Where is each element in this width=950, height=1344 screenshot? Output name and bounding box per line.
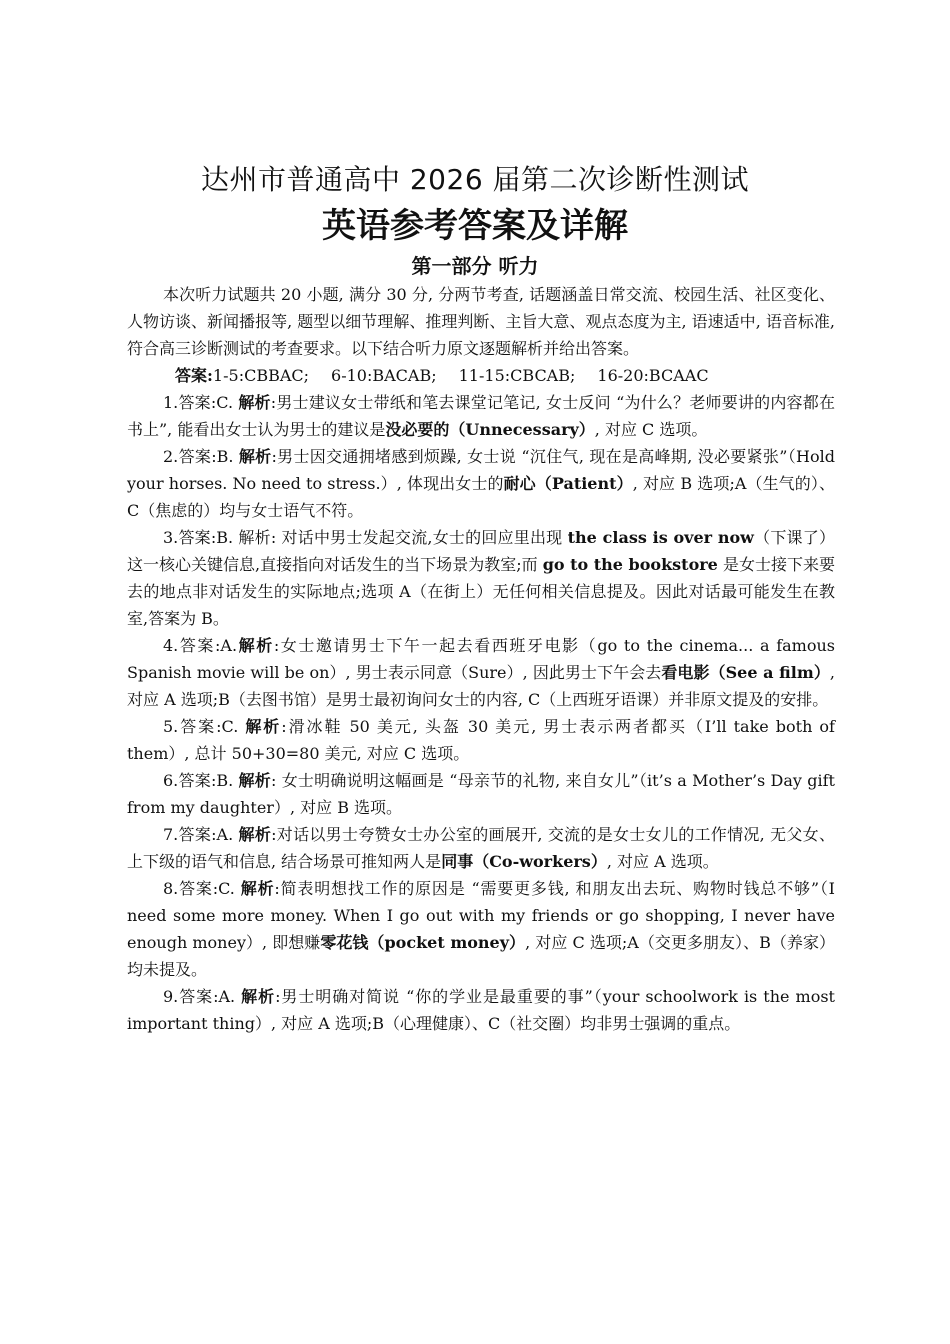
- section-heading: 第一部分 听力: [411, 254, 539, 278]
- answer-group: 16-20:BCAAC: [597, 366, 709, 385]
- explanation-item-8: 8.答案:C. 解析:简表明想找工作的原因是 “需要更多钱, 和朋友出去玩、购物时钱总不够”（I need some more money. When I go out with my friends or go shopping, I never have enough money）, 即想赚零花钱（pocket money）, 对应 C 选项;A（交更多朋友）、B（养家）均未提及。: [127, 879, 835, 979]
- exam-title: 达州市普通高中 2026 届第二次诊断性测试: [200, 163, 750, 196]
- answer-label: 答案:: [175, 366, 213, 385]
- explanation-item-7: 7.答案:A. 解析:对话以男士夸赞女士办公室的画展开, 交流的是女士女儿的工作情况, 无父女、上下级的语气和信息, 结合场景可推知两人是同事（Co-workers）, 对应 A 选项。: [127, 825, 835, 871]
- explanation-item-1: 1.答案:C. 解析:男士建议女士带纸和笔去课堂记笔记, 女士反问 “为什么？老师要讲的内容都在书上”, 能看出女士认为男士的建议是没必要的（Unnecessary）, 对应 C 选项。: [127, 393, 835, 439]
- document-body: [127, 281, 835, 1037]
- answer-summary: [127, 362, 835, 389]
- intro-paragraph: 本次听力试题共 20 小题, 满分 30 分, 分两节考查, 话题涵盖日常交流、校园生活、社区变化、人物访谈、新闻播报等, 题型以细节理解、推理判断、主旨大意、观点态度为主, 语速适中, 语音标准, 符合高三诊断测试的考查要求。以下结合听力原文逐题解析并给出答案。: [127, 285, 835, 358]
- answer-group: 6-10:BACAB;: [331, 366, 437, 385]
- answer-group: 1-5:CBBAC;: [212, 366, 310, 385]
- explanation-item-3: 3.答案:B. 解析: 对话中男士发起交流,女士的回应里出现 the class is over now（下课了）这一核心关键信息,直接指向对话发生的当下场景为教室;而 go to the bookstore 是女士接下来要去的地点非对话发生的实际地点;选项 A（在街上）无任何相关信息提及。因此对话最可能发生在教室,答案为 B。: [127, 528, 835, 628]
- explanation-item-9: 9.答案:A. 解析:男士明确对简说 “你的学业是最重要的事”（your schoolwork is the most important thing）, 对应 A 选项;B（心理健康）、C（社交圈）均非男士强调的重点。: [127, 987, 835, 1033]
- explanation-item-4: 4.答案:A.解析:女士邀请男士下午一起去看西班牙电影（go to the cinema... a famous Spanish movie will be on）, 男士表示同意（Sure）, 因此男士下午会去看电影（See a film）, 对应 A 选项;B（去图书馆）是男士最初询问女士的内容, C（上西班牙语课）并非原文提及的安排。: [127, 636, 835, 709]
- explanation-item-2: 2.答案:B. 解析:男士因交通拥堵感到烦躁, 女士说 “沉住气, 现在是高峰期, 没必要紧张”（Hold your horses. No need to stress.）, 体现出女士的耐心（Patient）, 对应 B 选项;A（生气的）、C（焦虑的）均与女士语气不符。: [127, 447, 835, 520]
- explanation-item-5: 5.答案:C. 解析:滑冰鞋 50 美元, 头盔 30 美元, 男士表示两者都买（I’ll take both of them）, 总计 50+30=80 美元, 对应 C 选项。: [127, 717, 835, 763]
- answer-group: 11-15:CBCAB;: [458, 366, 576, 385]
- document-title: 英语参考答案及详解: [322, 206, 628, 246]
- explanation-item-6: 6.答案:B. 解析: 女士明确说明这幅画是 “母亲节的礼物, 来自女儿”（it’s a Mother’s Day gift from my daughter）, 对应 B 选项。: [127, 771, 835, 817]
